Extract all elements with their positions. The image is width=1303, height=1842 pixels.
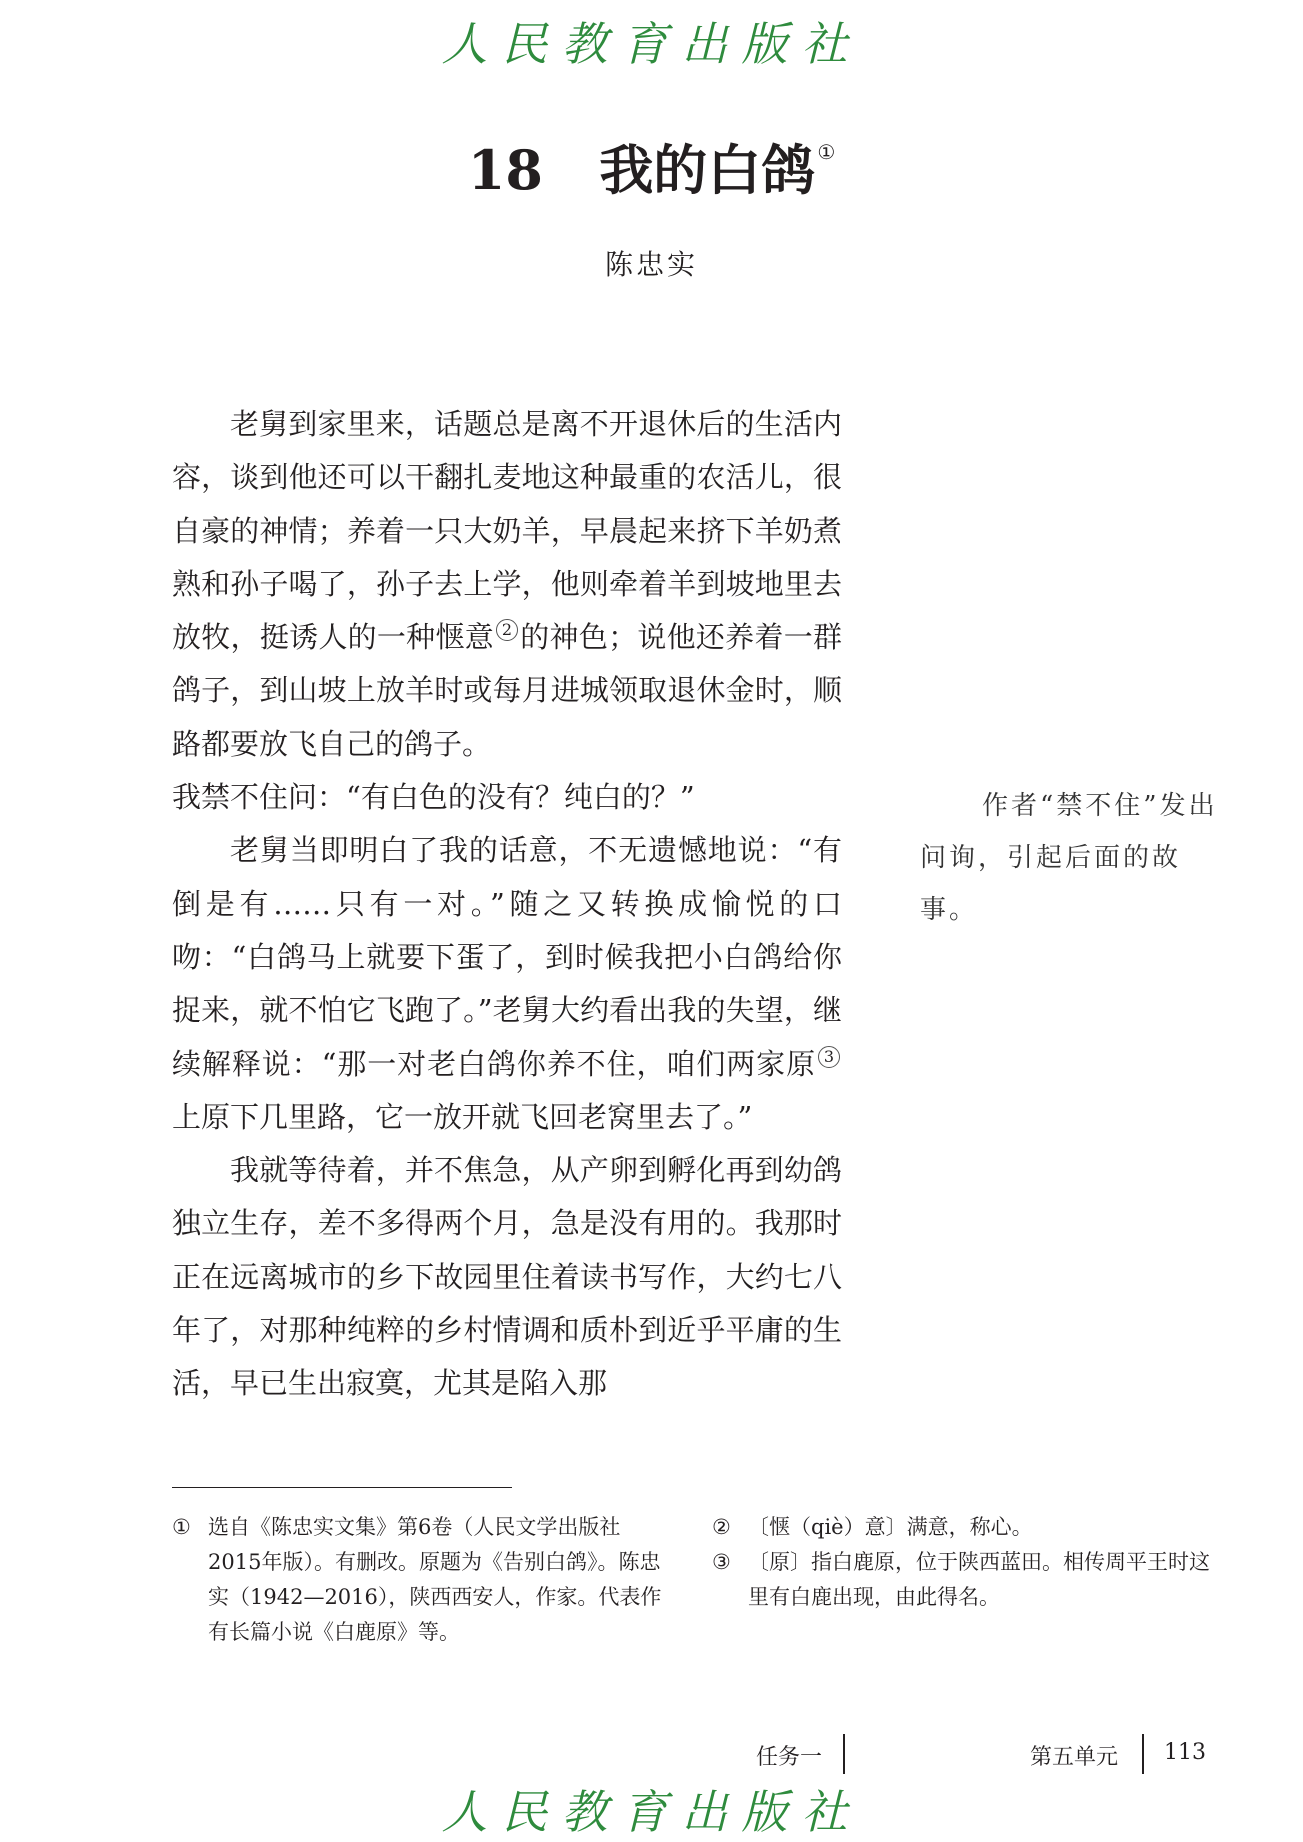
footer-task-label: 任务一 <box>756 1745 823 1770</box>
footnote-reference-marker[interactable]: 2 <box>496 619 518 641</box>
footer-unit-label: 第五单元 <box>1030 1745 1119 1770</box>
footnote-number: ② <box>712 1515 731 1539</box>
body-paragraph <box>172 771 842 824</box>
margin-annotation <box>920 780 1220 936</box>
paragraph-text: 的神色；说他还养着一群鸽子，到山坡上放羊时或每月进城领取退休金时，顺路都要放飞自己的鸽子。 <box>172 620 842 761</box>
title-footnote-marker[interactable]: ① <box>817 140 836 164</box>
footnotes-left-column <box>172 1510 672 1650</box>
publisher-logo-top: 人民教育出版社 <box>441 17 862 71</box>
footer-divider <box>843 1734 845 1774</box>
body-paragraph <box>172 1144 842 1410</box>
paragraph-text: 我禁不住问：“有白色的没有？纯白的？” <box>172 780 695 815</box>
footnote-text: 〔原〕指白鹿原，位于陕西蓝田。相传周平王时这里有白鹿出现，由此得名。 <box>748 1550 1210 1609</box>
footnote <box>172 1510 672 1650</box>
footnote-text: 〔惬（qiè）意〕满意，称心。 <box>748 1515 1033 1539</box>
footnote-reference-marker[interactable]: 3 <box>818 1046 840 1068</box>
footnotes-right-column <box>712 1510 1212 1615</box>
footnote-divider <box>172 1487 512 1488</box>
paragraph-text: 老舅当即明白了我的话意，不无遗憾地说：“有倒是有……只有一对。”随之又转换成愉悦的口吻：“白鸽马上就要下蛋了，到时候我把小白鸽给你捉来，就不怕它飞跑了。”老舅大约看出我的失望，继续解释说：“那一对老白鸽你养不住，咱们两家原 <box>172 833 842 1081</box>
footer-divider <box>1142 1734 1144 1774</box>
footnote-number: ① <box>172 1515 191 1539</box>
lesson-number: 18 <box>467 138 543 202</box>
margin-annotation-text: 作者“禁不住”发出问询，引起后面的故事。 <box>920 791 1218 925</box>
article-body <box>172 398 842 1411</box>
footnote-text: 选自《陈忠实文集》第6卷（人民文学出版社2015年版）。有删改。原题为《告别白鸽》。陈忠实（1942—2016），陕西西安人，作家。代表作有长篇小说《白鹿原》等。 <box>208 1515 662 1644</box>
paragraph-text: 老舅到家里来，话题总是离不开退休后的生活内容，谈到他还可以干翻扎麦地这种最重的农活儿，很自豪的神情；养着一只大奶羊，早晨起来挤下羊奶煮熟和孙子喝了，孙子去上学，他则牵着羊到坡地里去放牧，挺诱人的一种惬意 <box>172 407 842 655</box>
author-name: 陈忠实 <box>604 248 698 281</box>
paragraph-text: 上原下几里路，它一放开就飞回老窝里去了。” <box>172 1099 753 1134</box>
footnote <box>712 1545 1212 1615</box>
page-number: 113 <box>1164 1740 1206 1765</box>
footnote <box>712 1510 1212 1545</box>
lesson-title: 我的白鸽 <box>599 138 816 202</box>
publisher-logo-bottom: 人民教育出版社 <box>441 1785 862 1839</box>
body-paragraph <box>172 398 842 771</box>
body-paragraph <box>172 824 842 1144</box>
footnote-number: ③ <box>712 1550 731 1574</box>
paragraph-text: 我就等待着，并不焦急，从产卵到孵化再到幼鸽独立生存，差不多得两个月，急是没有用的。我那时正在远离城市的乡下故园里住着读书写作，大约七八年了，对那种纯粹的乡村情调和质朴到近乎平庸的生活，早已生出寂寞，尤其是陷入那 <box>172 1153 842 1401</box>
page-title <box>0 128 1303 205</box>
